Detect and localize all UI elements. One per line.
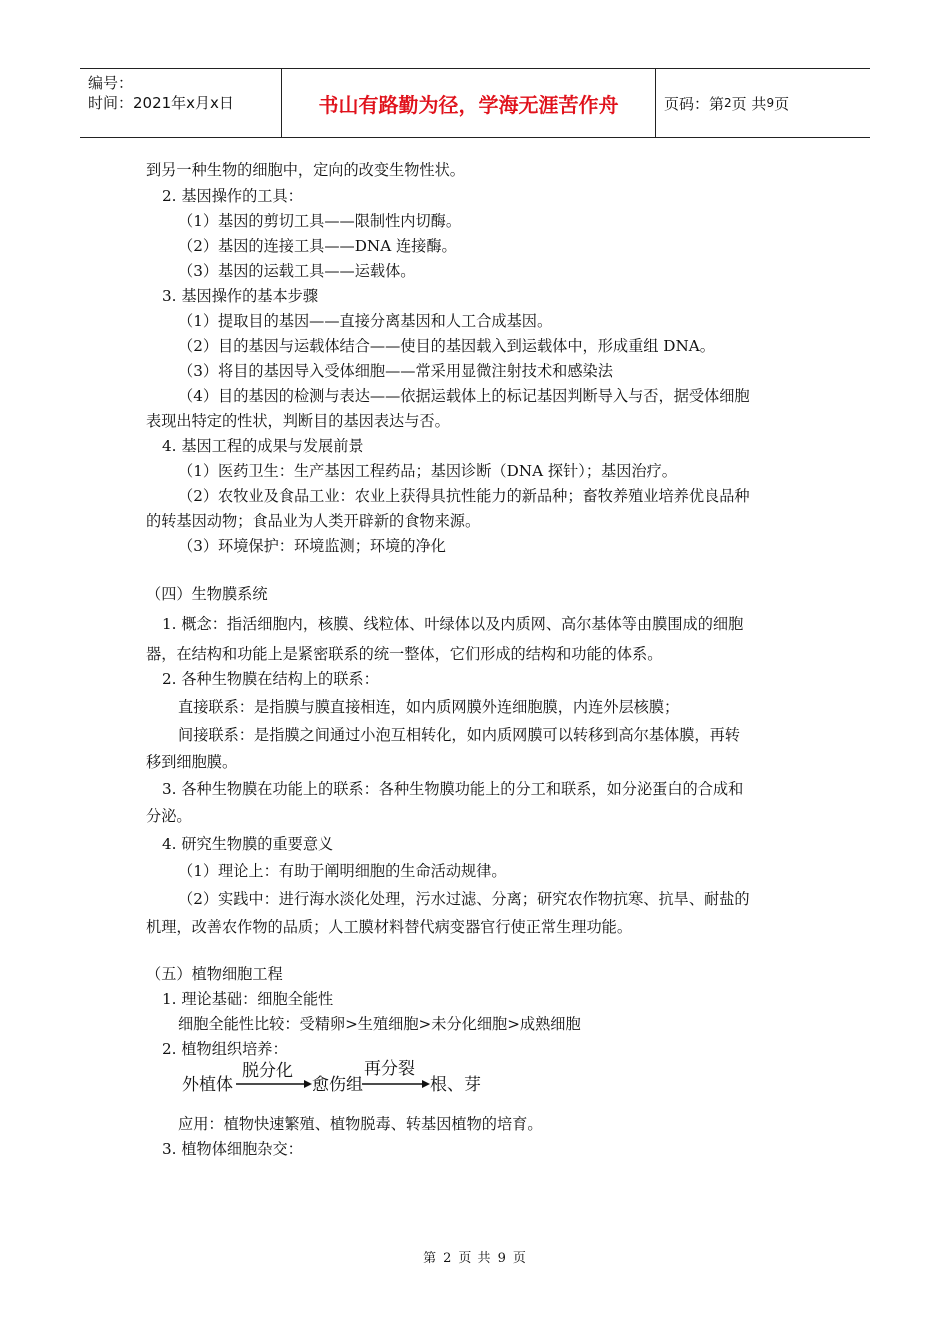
section-heading: 2. 植物组织培养： xyxy=(162,1040,288,1058)
header-motto: 书山有路勤为径，学海无涯苦作舟 xyxy=(282,69,656,137)
arrow-head-icon xyxy=(304,1080,312,1088)
page-label-mid: 页 共 xyxy=(731,94,767,113)
body-line: （1）提取目的基因——直接分离基因和人工合成基因。 xyxy=(178,312,553,330)
section-heading: 2. 基因操作的工具： xyxy=(162,187,303,205)
body-line: （2）农牧业及食品工业：农业上获得具抗性能力的新品种；畜牧养殖业培养优良品种 xyxy=(178,487,750,505)
body-line: 机理，改善农作物的品质；人工膜材料替代病变器官行使正常生理功能。 xyxy=(146,918,632,936)
diagram-node-root-bud: 根、芽 xyxy=(430,1075,481,1095)
body-line: （3）环境保护：环境监测；环境的净化 xyxy=(178,537,446,555)
body-line: （2）基因的连接工具——DNA 连接酶。 xyxy=(178,237,457,255)
header-table xyxy=(80,68,870,138)
body-line: 3. 各种生物膜在功能上的联系：各种生物膜功能上的分工和联系，如分泌蛋白的合成和 xyxy=(162,780,744,798)
body-line: 细胞全能性比较：受精卵>生殖细胞>未分化细胞>成熟细胞 xyxy=(178,1015,581,1033)
diagram-arrow-label-dedifferentiation: 脱分化 xyxy=(242,1061,293,1081)
page-total: 9 xyxy=(766,96,775,110)
body-line: 直接联系：是指膜与膜直接相连，如内质网膜外连细胞膜，内连外层核膜； xyxy=(178,698,680,716)
chapter-heading: （四）生物膜系统 xyxy=(146,585,268,603)
body-line: （1）医药卫生：生产基因工程药品；基因诊断（DNA 探针）；基因治疗。 xyxy=(178,462,677,480)
footer-mid: 页 共 xyxy=(458,1251,492,1266)
footer-prefix: 第 xyxy=(423,1251,438,1266)
body-line: 移到细胞膜。 xyxy=(146,753,238,771)
section-heading: 3. 植物体细胞杂交： xyxy=(162,1140,303,1158)
footer-suffix: 页 xyxy=(512,1251,527,1266)
section-heading: 4. 基因工程的成果与发展前景 xyxy=(162,437,364,455)
section-heading: 1. 理论基础：细胞全能性 xyxy=(162,990,334,1008)
body-line: （3）基因的运载工具——运载体。 xyxy=(178,262,416,280)
page-current: 2 xyxy=(724,96,732,110)
diagram-node-callus: 愈伤组 xyxy=(312,1075,363,1095)
body-line: 的转基因动物；食品业为人类开辟新的食物来源。 xyxy=(146,512,481,530)
header-meta xyxy=(80,69,282,137)
body-line: （1）理论上：有助于阐明细胞的生命活动规律。 xyxy=(178,862,507,880)
body-line: 间接联系：是指膜之间通过小泡互相转化，如内质网膜可以转移到高尔基体膜，再转 xyxy=(178,726,740,744)
body-line: 到另一种生物的细胞中，定向的改变生物性状。 xyxy=(146,161,465,179)
tissue-culture-diagram xyxy=(182,1060,502,1100)
chapter-heading: （五）植物细胞工程 xyxy=(146,965,283,983)
body-line: 表现出特定的性状，判断目的基因表达与否。 xyxy=(146,412,450,430)
body-line: （4）目的基因的检测与表达——依据运载体上的标记基因判断导入与否，据受体细胞 xyxy=(178,387,750,405)
body-line: 应用：植物快速繁殖、植物脱毒、转基因植物的培育。 xyxy=(178,1115,543,1133)
footer-current: 2 xyxy=(443,1251,453,1266)
number-label: 编号： xyxy=(88,74,134,92)
date-label: 时间：2021年x月x日 xyxy=(88,94,234,112)
section-heading: 3. 基因操作的基本步骤 xyxy=(162,287,319,305)
body-line: （1）基因的剪切工具——限制性内切酶。 xyxy=(178,212,462,230)
section-heading: 4. 研究生物膜的重要意义 xyxy=(162,835,334,853)
body-line: （2）实践中：进行海水淡化处理，污水过滤、分离；研究农作物抗寒、抗旱、耐盐的 xyxy=(178,890,750,908)
body-line: 1. 概念：指活细胞内，核膜、线粒体、叶绿体以及内质网、高尔基体等由膜围成的细胞 xyxy=(162,615,744,633)
header-page-info xyxy=(656,69,870,137)
page-label-suffix: 页 xyxy=(774,94,790,113)
body-line: （2）目的基因与运载体结合——使目的基因载入到运载体中，形成重组 DNA。 xyxy=(178,337,715,355)
body-line: 分泌。 xyxy=(146,807,192,825)
arrow-head-icon xyxy=(422,1080,430,1088)
diagram-node-explant: 外植体 xyxy=(182,1075,233,1095)
page-label-prefix: 页码：第 xyxy=(664,94,725,113)
page-footer xyxy=(0,1247,950,1266)
diagram-arrow-label-redivision: 再分裂 xyxy=(364,1059,415,1079)
body-line: （3）将目的基因导入受体细胞——常采用显微注射技术和感染法 xyxy=(178,362,613,380)
section-heading: 2. 各种生物膜在结构上的联系： xyxy=(162,670,379,688)
footer-total: 9 xyxy=(497,1251,507,1266)
body-line: 器，在结构和功能上是紧密联系的统一整体，它们形成的结构和功能的体系。 xyxy=(146,645,663,663)
